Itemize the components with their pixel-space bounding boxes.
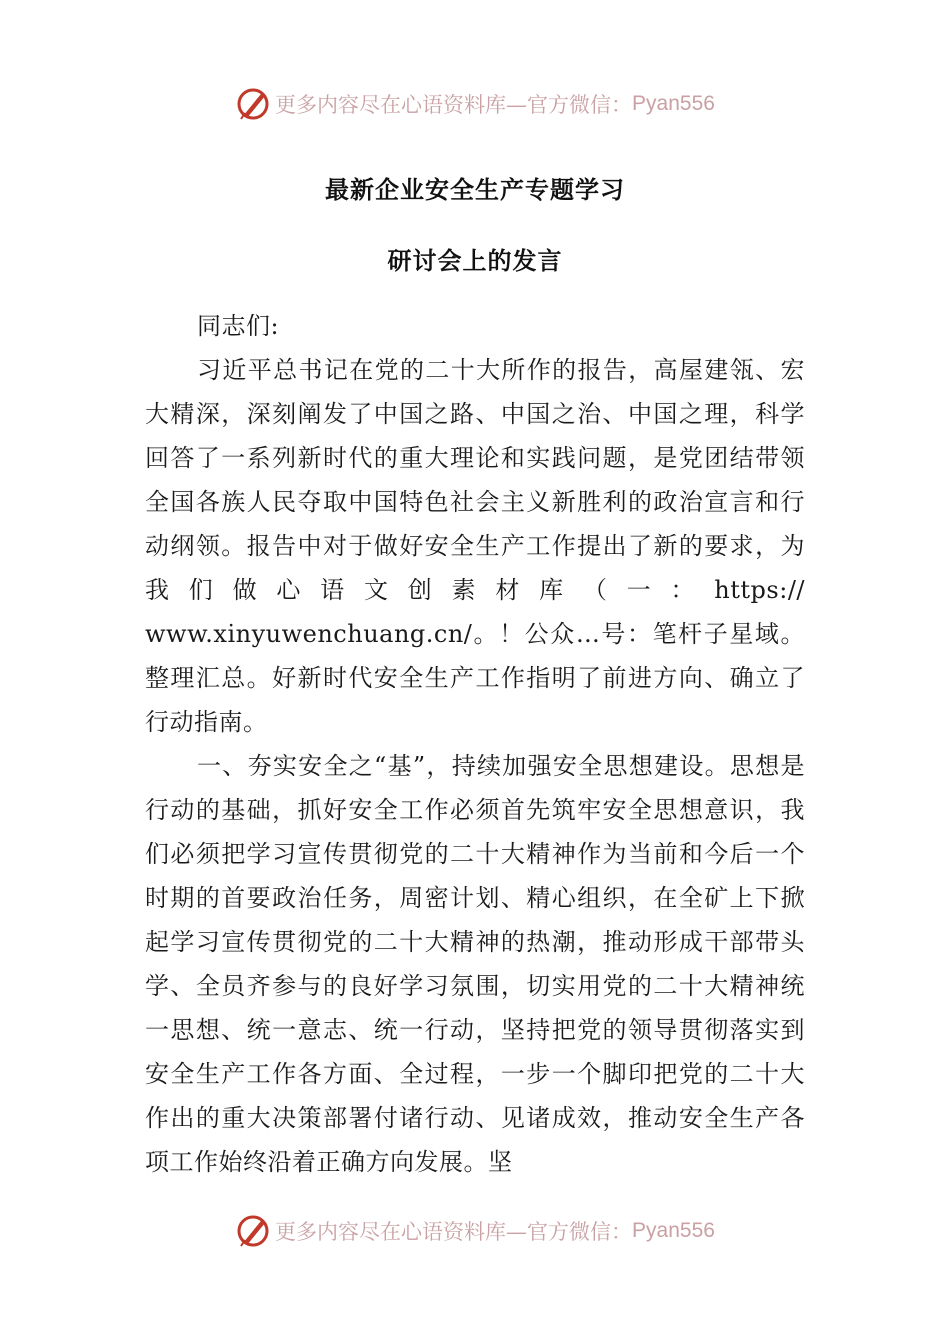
banner-slogan: 更多内容尽在心语资料库—官方微信： (275, 93, 633, 117)
footer-contact-id: Pyan556 (632, 1219, 715, 1242)
paragraph-1: 习近平总书记在党的二十大所作的报告，高屋建瓴、宏大精深，深刻阐发了中国之路、中国之治、中国之理，科学回答了一系列新时代的重大理论和实践问题，是党团结带领全国各族人民夺取中国特色社会主义新胜利的政治宣言和行动纲领。报告中对于做好安全生产工作提出了新的要求，为我们做心语文创素材库（一：https:// www.xinyuwenchuang.cn/。！公众…号：笔杆子星域。整理汇总。好新时代安全生产工作指明了前进方向、确立了行动指南。 (145, 356, 805, 736)
greeting: 同志们: (197, 312, 280, 340)
banner-contact-id: Pyan556 (632, 92, 715, 115)
document-title-line1: 最新企业安全生产专题学习 (325, 176, 625, 204)
header-banner (0, 84, 950, 124)
footer-banner (0, 1211, 950, 1251)
document-body (145, 304, 805, 1184)
quill-logo-icon (235, 86, 271, 122)
paragraph-2: 一、夯实安全之“基”，持续加强安全思想建设。思想是行动的基础，抓好安全工作必须首先筑牢安全思想意识，我们必须把学习宣传贯彻党的二十大精神作为当前和今后一个时期的首要政治任务，周密计划、精心组织，在全矿上下掀起学习宣传贯彻党的二十大精神的热潮，推动形成干部带头学、全员齐参与的良好学习氛围，切实用党的二十大精神统一思想、统一意志、统一行动，坚持把党的领导贯彻落实到安全生产工作各方面、全过程，一步一个脚印把党的二十大作出的重大决策部署付诸行动、见诸成效，推动安全生产各项工作始终沿着正确方向发展。坚 (145, 752, 805, 1176)
document-title-line2: 研讨会上的发言 (387, 247, 563, 275)
quill-logo-icon (235, 1213, 271, 1249)
footer-slogan: 更多内容尽在心语资料库—官方微信： (275, 1220, 633, 1244)
